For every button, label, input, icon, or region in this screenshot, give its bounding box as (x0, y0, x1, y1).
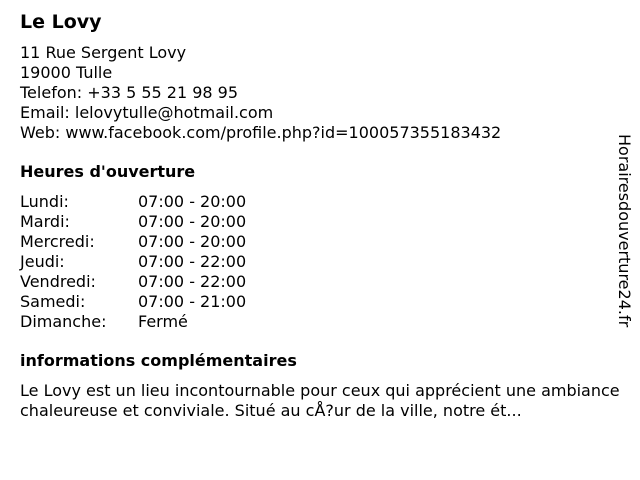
address-street: 11 Rue Sergent Lovy (20, 43, 187, 62)
hours-value: 07:00 - 22:00 (138, 272, 247, 291)
hours-heading: Heures d'ouverture (20, 162, 196, 181)
hours-row-wednesday (20, 232, 610, 252)
hours-value: 07:00 - 20:00 (138, 232, 247, 251)
hours-row-tuesday (20, 212, 610, 232)
business-card (20, 8, 620, 421)
info-description: Le Lovy est un lieu incontournable pour ceux qui apprécient une ambiance chaleureuse et conviviale. Situé au cÅ?ur de la ville, notre ét... (20, 381, 620, 420)
hours-value: 07:00 - 20:00 (138, 212, 247, 231)
day-label: Dimanche: (20, 312, 107, 331)
phone-line: Telefon: +33 5 55 21 98 95 (20, 83, 239, 102)
hours-row-saturday (20, 292, 610, 312)
day-label: Mardi: (20, 212, 70, 231)
hours-value: 07:00 - 21:00 (138, 292, 247, 311)
day-label: Lundi: (20, 192, 69, 211)
email-line: Email: lelovytulle@hotmail.com (20, 103, 274, 122)
hours-row-friday (20, 272, 610, 292)
hours-row-sunday (20, 312, 610, 332)
hours-value: Fermé (138, 312, 188, 331)
hours-list (20, 192, 610, 332)
business-name: Le Lovy (20, 11, 102, 33)
hours-row-thursday (20, 252, 610, 272)
hours-row-monday (20, 192, 610, 212)
day-label: Mercredi: (20, 232, 95, 251)
web-line: Web: www.facebook.com/profile.php?id=100057355183432 (20, 123, 502, 142)
day-label: Samedi: (20, 292, 86, 311)
hours-value: 07:00 - 20:00 (138, 192, 247, 211)
hours-value: 07:00 - 22:00 (138, 252, 247, 271)
day-label: Jeudi: (20, 252, 65, 271)
address-city: 19000 Tulle (20, 63, 113, 82)
day-label: Vendredi: (20, 272, 96, 291)
site-brand-vertical: Horairesdouverture24.fr (615, 134, 634, 328)
info-heading: informations complémentaires (20, 351, 297, 370)
